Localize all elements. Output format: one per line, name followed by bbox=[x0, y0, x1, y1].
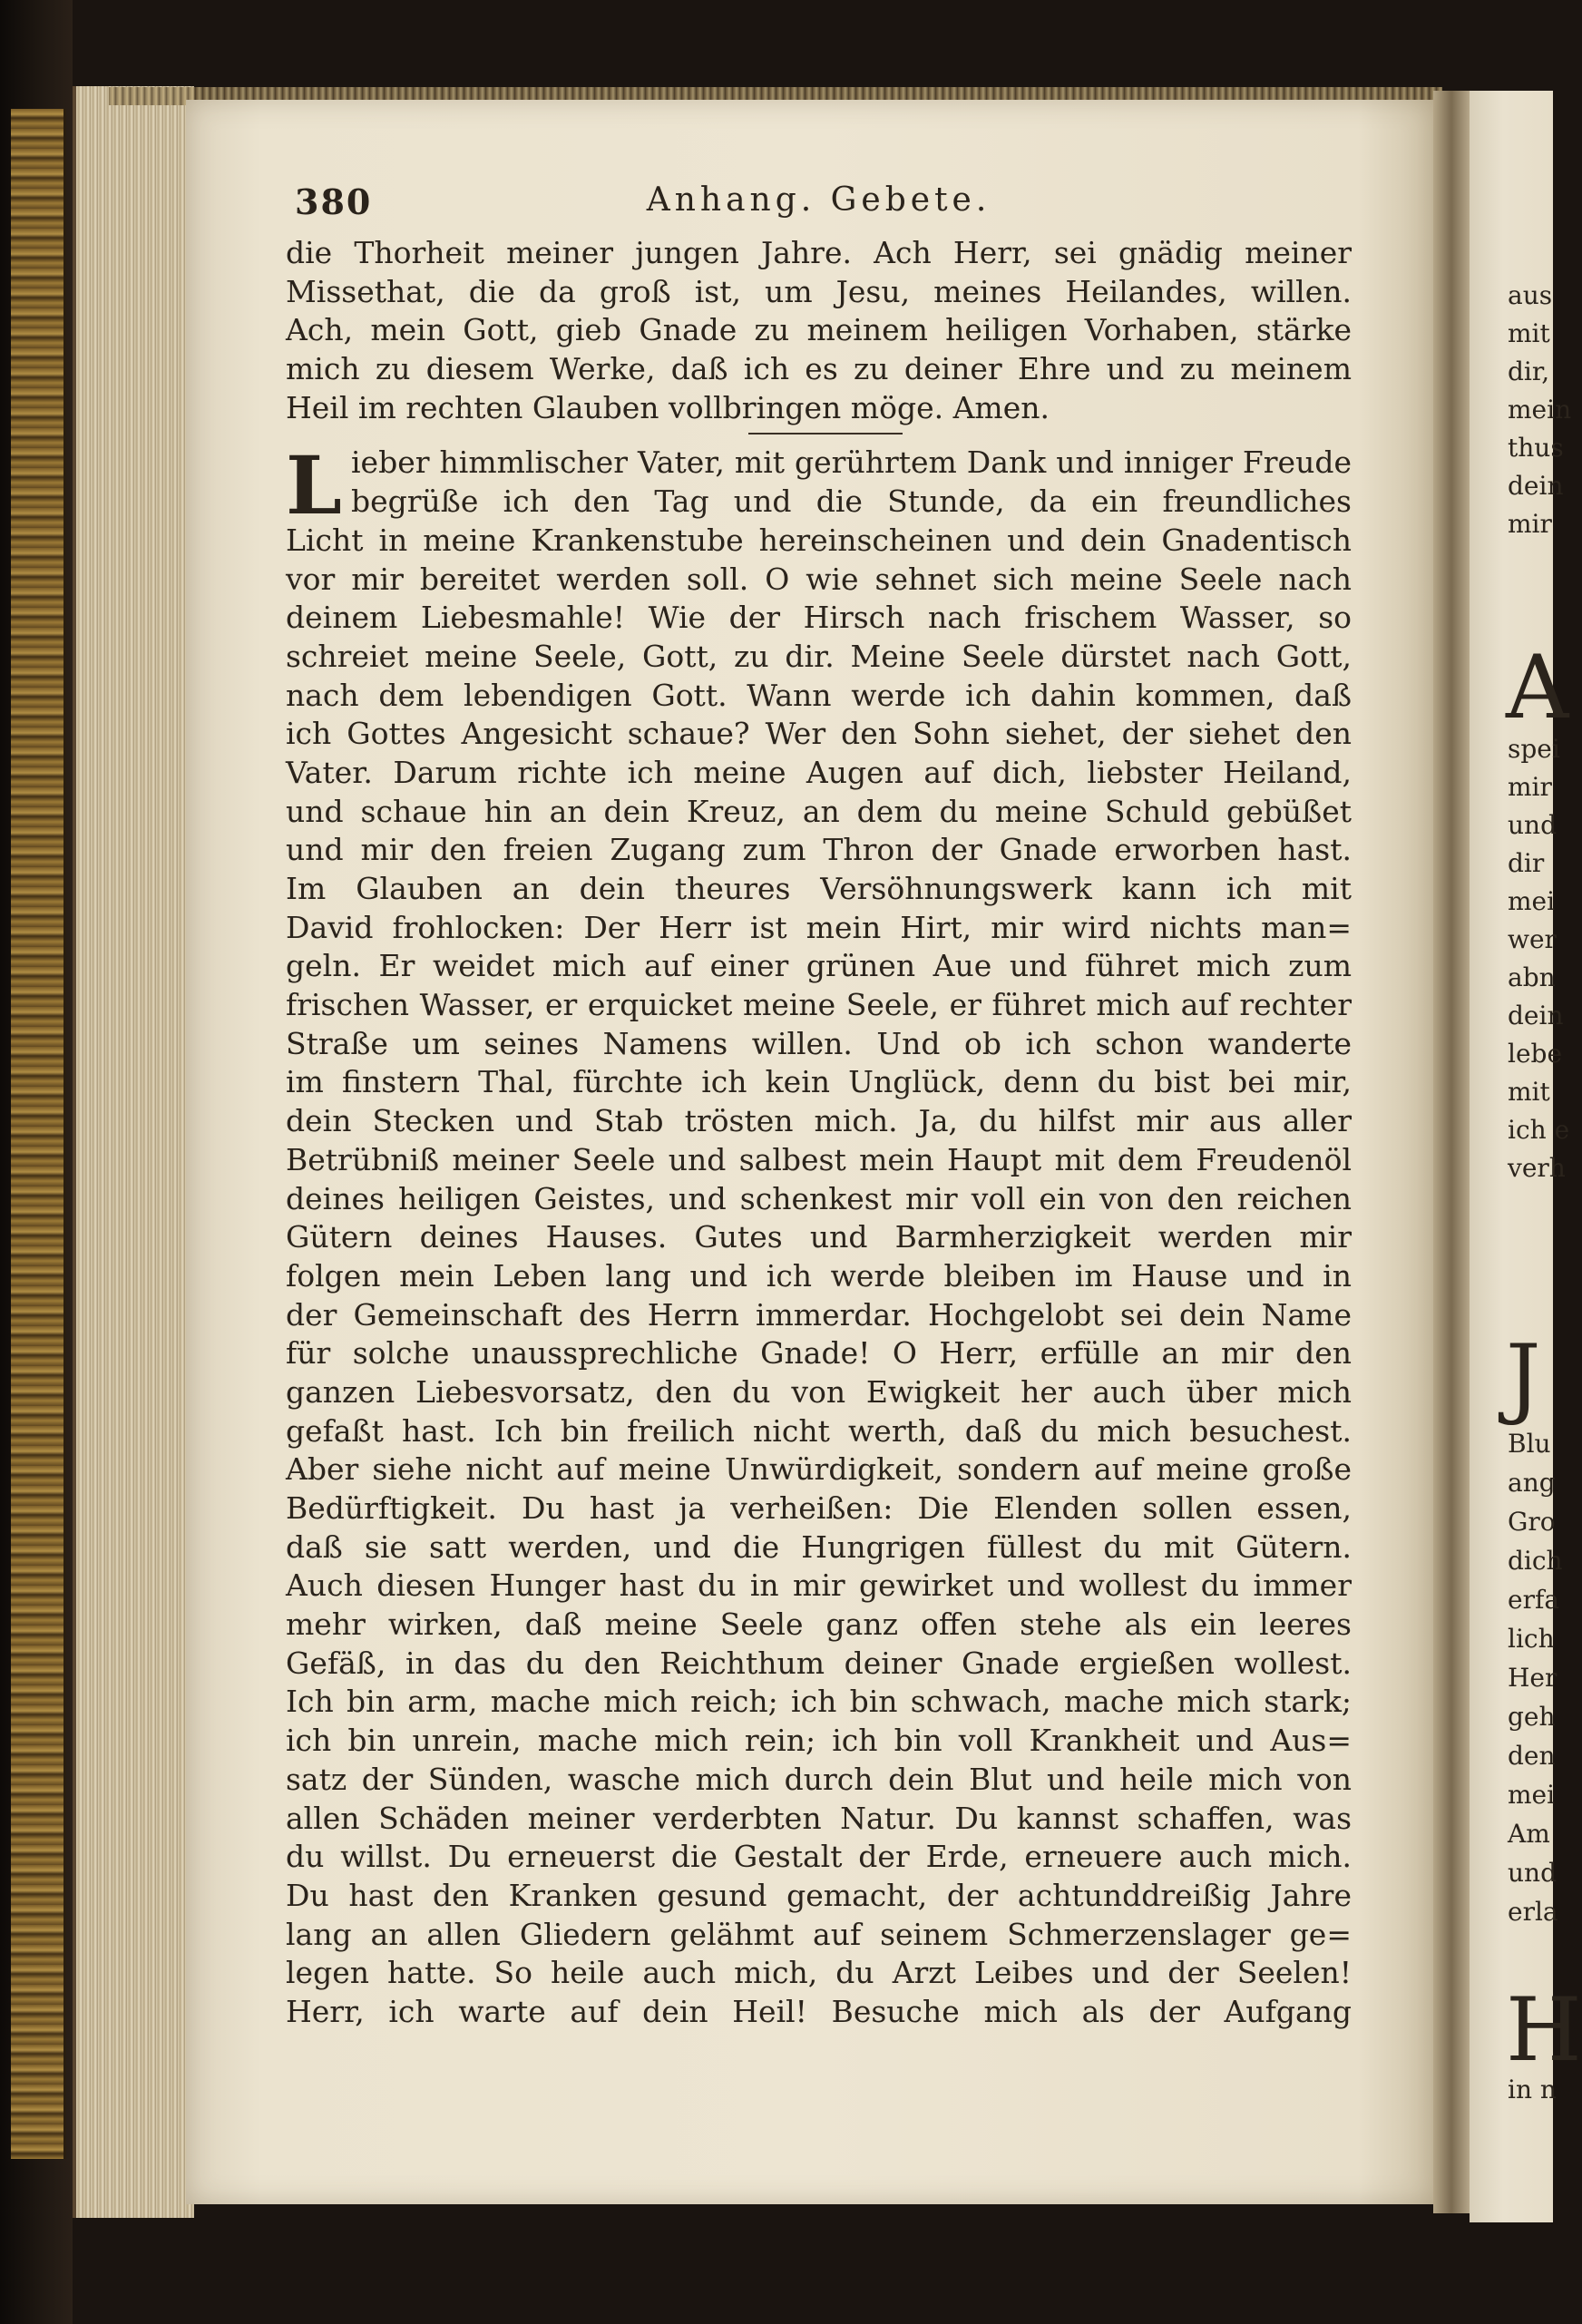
facing-fragment: dir bbox=[1508, 848, 1545, 878]
facing-fragment: spei bbox=[1508, 734, 1560, 764]
text-line: für solche unaussprechliche Gnade! O Herr, erfülle an mir den bbox=[286, 1335, 1352, 1372]
facing-fragment: erfa bbox=[1508, 1585, 1560, 1615]
facing-fragment: lebe bbox=[1508, 1039, 1563, 1069]
text-line: mehr wirken, daß meine Seele ganz offen stehe als ein leeres bbox=[286, 1606, 1352, 1643]
drop-cap: L bbox=[286, 438, 342, 533]
text-line: frischen Wasser, er erquicket meine Seele, er führet mich auf rechter bbox=[286, 987, 1352, 1023]
facing-fragment: und bbox=[1508, 810, 1557, 840]
facing-fragment: Blu bbox=[1508, 1429, 1551, 1459]
book-spine bbox=[11, 109, 66, 2159]
text-line: deinem Liebesmahle! Wie der Hirsch nach frischem Wasser, so bbox=[286, 600, 1352, 636]
text-line: ich Gottes Angesicht schaue? Wer den Sohn siehet, der siehet den bbox=[286, 716, 1352, 752]
text-line: Herr, ich warte auf dein Heil! Besuche mich als der Aufgang bbox=[286, 1993, 1352, 2029]
text-line: ganzen Liebesvorsatz, den du von Ewigkeit her auch über mich bbox=[286, 1373, 1352, 1410]
facing-fragment: Her bbox=[1508, 1663, 1558, 1693]
text-line: folgen mein Leben lang und ich werde bleiben im Hause und in bbox=[286, 1257, 1352, 1294]
facing-fragment: mir bbox=[1508, 509, 1552, 539]
text-line: nach dem lebendigen Gott. Wann werde ich dahin kommen, daß bbox=[286, 677, 1352, 713]
facing-fragment: ang bbox=[1508, 1468, 1556, 1498]
facing-fragment: mei bbox=[1508, 886, 1556, 916]
facing-fragment: Gro bbox=[1508, 1507, 1556, 1537]
facing-fragment: geh bbox=[1508, 1702, 1556, 1732]
facing-fragment: abn bbox=[1508, 962, 1556, 992]
facing-initial: H bbox=[1506, 1979, 1582, 2081]
facing-fragment: erla bbox=[1508, 1897, 1558, 1927]
text-line: die Thorheit meiner jungen Jahre. Ach Herr, sei gnädig meiner bbox=[286, 235, 1352, 270]
text-line: mich zu diesem Werke, daß ich es zu deiner Ehre und zu meinem bbox=[286, 351, 1352, 387]
facing-fragment: wer bbox=[1508, 924, 1557, 954]
text-line: Missethat, die da groß ist, um Jesu, meines Heilandes, willen. bbox=[286, 273, 1352, 309]
text-line: daß sie satt werden, und die Hungrigen füllest du mit Gütern. bbox=[286, 1528, 1352, 1565]
facing-fragment: thus bbox=[1508, 433, 1564, 463]
facing-fragment: den bbox=[1508, 1741, 1556, 1771]
text-line: Im Glauben an dein theures Versöhnungswerk kann ich mit bbox=[286, 871, 1352, 906]
facing-initial: A bbox=[1506, 637, 1569, 738]
facing-fragment: mein bbox=[1508, 395, 1572, 425]
text-line: Bedürftigkeit. Du hast ja verheißen: Die Elenden sollen essen, bbox=[286, 1490, 1352, 1526]
facing-fragment: lich bbox=[1508, 1624, 1555, 1654]
facing-fragment: mir bbox=[1508, 772, 1552, 802]
facing-fragment: und bbox=[1508, 1858, 1557, 1888]
text-block bbox=[286, 181, 1352, 2032]
paragraph-2-lines bbox=[286, 522, 1352, 2032]
facing-fragment: ich e bbox=[1508, 1115, 1570, 1145]
facing-fragment: dich bbox=[1508, 1546, 1563, 1576]
text-line: geln. Er weidet mich auf einer grünen Aue und führet mich zum bbox=[286, 948, 1352, 984]
text-line: schreiet meine Seele, Gott, zu dir. Meine Seele dürstet nach Gott, bbox=[286, 638, 1352, 674]
paragraph-1 bbox=[286, 234, 1352, 427]
page-number: 380 bbox=[295, 181, 373, 222]
facing-fragment: dein bbox=[1508, 471, 1564, 501]
facing-page bbox=[1470, 91, 1582, 2222]
text-line: vor mir bereitet werden soll. O wie sehnet sich meine Seele nach bbox=[286, 561, 1352, 597]
text-line: Auch diesen Hunger hast du in mir gewirket und wollest du immer bbox=[286, 1567, 1352, 1604]
text-line: begrüße ich den Tag und die Stunde, da ein freundliches bbox=[351, 483, 1352, 520]
text-line: Ich bin arm, mache mich reich; ich bin schwach, mache mich stark; bbox=[286, 1684, 1352, 1720]
separator-rule bbox=[286, 427, 1352, 444]
text-line: du willst. Du erneuerst die Gestalt der Erde, erneuere auch mich. bbox=[286, 1839, 1352, 1875]
text-line: Ach, mein Gott, gieb Gnade zu meinem heiligen Vorhaben, stärke bbox=[286, 312, 1352, 348]
page-edges bbox=[73, 86, 194, 2218]
text-line: der Gemeinschaft des Herrn immerdar. Hochgelobt sei dein Name bbox=[286, 1296, 1352, 1333]
facing-fragment: Am bbox=[1508, 1819, 1550, 1849]
facing-fragment: aus bbox=[1508, 280, 1553, 310]
text-line: lang an allen Gliedern gelähmt auf seinem Schmerzenslager ge= bbox=[286, 1916, 1352, 1952]
facing-fragment: mit bbox=[1508, 318, 1550, 348]
text-line: Gütern deines Hauses. Gutes und Barmherzigkeit werden mir bbox=[286, 1219, 1352, 1255]
facing-fragment: mit bbox=[1508, 1077, 1550, 1107]
facing-fragment: dein bbox=[1508, 1001, 1564, 1030]
text-line: und schaue hin an dein Kreuz, an dem du meine Schuld gebüßet bbox=[286, 793, 1352, 829]
text-line: David frohlocken: Der Herr ist mein Hirt, mir wird nichts man= bbox=[286, 909, 1352, 945]
text-line: Aber siehe nicht auf meine Unwürdigkeit, sondern auf meine große bbox=[286, 1451, 1352, 1488]
facing-fragment: in n bbox=[1508, 2075, 1557, 2104]
text-line: im finstern Thal, fürchte ich kein Unglück, denn du bist bei mir, bbox=[286, 1064, 1352, 1100]
facing-fragment: verh bbox=[1508, 1153, 1566, 1183]
text-line: und mir den freien Zugang zum Thron der Gnade erworben hast. bbox=[286, 832, 1352, 868]
gutter bbox=[1433, 91, 1470, 2213]
text-line: dein Stecken und Stab trösten mich. Ja, du hilfst mir aus aller bbox=[286, 1103, 1352, 1139]
running-title: Anhang. Gebete. bbox=[646, 181, 991, 219]
text-line: deines heiligen Geistes, und schenkest mir voll ein von den reichen bbox=[286, 1180, 1352, 1216]
text-line: Vater. Darum richte ich meine Augen auf dich, liebster Heiland, bbox=[286, 754, 1352, 790]
facing-initial: J bbox=[1506, 1326, 1541, 1428]
running-head bbox=[286, 181, 1352, 234]
text-line: ieber himmlischer Vater, mit gerührtem Dank und inniger Freude bbox=[351, 444, 1352, 481]
text-line: gefaßt hast. Ich bin freilich nicht werth, daß du mich besuchest. bbox=[286, 1412, 1352, 1449]
text-line: Heil im rechten Glauben vollbringen möge. Amen. bbox=[286, 389, 1050, 425]
facing-fragment: mei bbox=[1508, 1780, 1556, 1810]
text-line: ich bin unrein, mache mich rein; ich bin voll Krankheit und Aus= bbox=[286, 1723, 1352, 1759]
paragraph-2 bbox=[286, 438, 1352, 2031]
text-line: legen hatte. So heile auch mich, du Arzt Leibes und der Seelen! bbox=[286, 1955, 1352, 1991]
facing-fragment: dir, bbox=[1508, 356, 1550, 386]
text-line: Betrübniß meiner Seele und salbest mein Haupt mit dem Freudenöl bbox=[286, 1141, 1352, 1177]
text-line: satz der Sünden, wasche mich durch dein Blut und heile mich von bbox=[286, 1761, 1352, 1797]
text-line: Du hast den Kranken gesund gemacht, der achtunddreißig Jahre bbox=[286, 1877, 1352, 1913]
text-line: allen Schäden meiner verderbten Natur. Du kannst schaffen, was bbox=[286, 1800, 1352, 1836]
text-line: Licht in meine Krankenstube hereinscheinen und dein Gnadentisch bbox=[286, 522, 1352, 558]
text-line: Gefäß, in das du den Reichthum deiner Gnade ergießen wollest. bbox=[286, 1645, 1352, 1681]
text-line: Straße um seines Namens willen. Und ob ich schon wanderte bbox=[286, 1025, 1352, 1061]
